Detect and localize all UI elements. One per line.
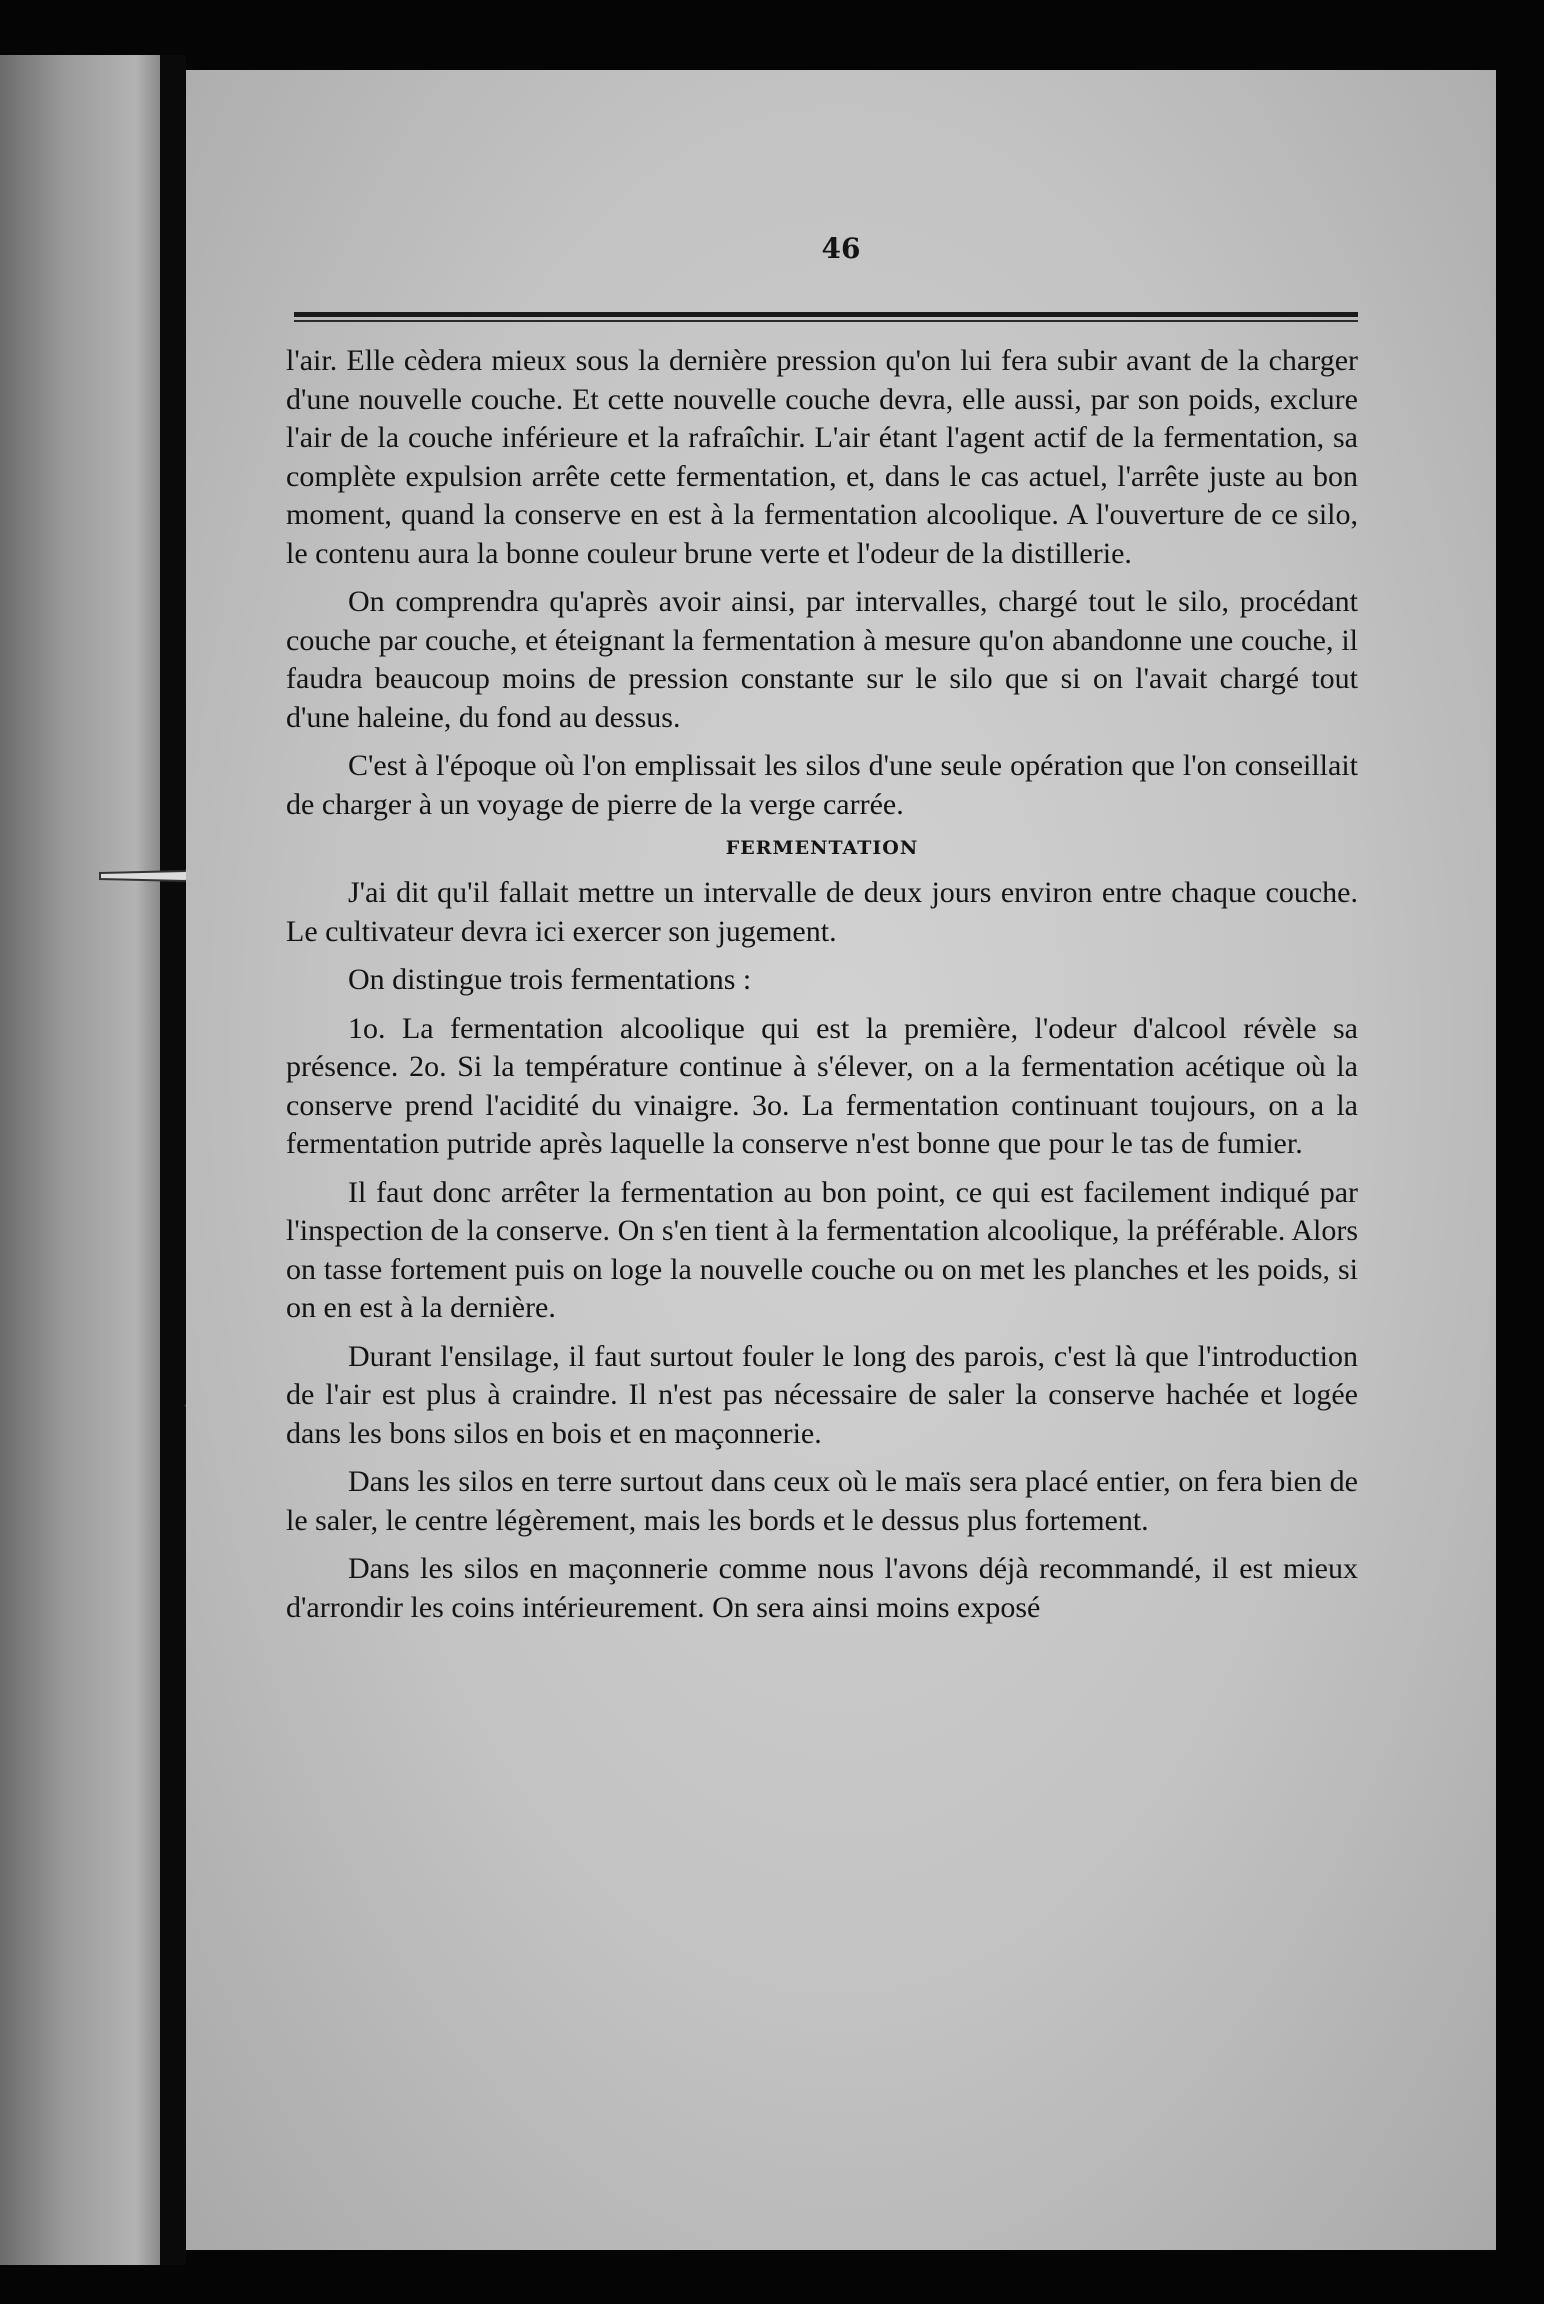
paragraph: J'ai dit qu'il fallait mettre un intervalle de deux jours environ entre chaque couche. Le cultivateur devra ici exercer son jugement. xyxy=(286,876,1358,948)
header-rule xyxy=(294,312,1358,317)
paragraph: Il faut donc arrêter la fermentation au bon point, ce qui est facilement indiqué par l'inspection de la conserve. On s'en tient à la fermentation alcoolique, la préférable. Alors on tasse fortement puis on loge la nouvelle couche ou on met les planches et les poids, si on en est à la dernière. xyxy=(286,1175,1358,1324)
paragraph: On comprendra qu'après avoir ainsi, par intervalles, chargé tout le silo, procédant couche par couche, et éteignant la fermentation à mesure qu'on abandonne une couche, il faudra beaucoup moins de pression constante sur le silo que si on l'avait chargé tout d'une haleine, du fond au dessus. xyxy=(286,585,1358,734)
binding-clip-icon xyxy=(95,855,155,895)
paragraph: C'est à l'époque où l'on emplissait les silos d'une seule opération que l'on conseillait de charger à un voyage de pierre de la verge carrée. xyxy=(286,749,1358,821)
paragraph: Durant l'ensilage, il faut surtout fouler le long des parois, c'est là que l'introduction de l'air est plus à craindre. Il n'est pas nécessaire de saler la conserve hachée et logée dans les bons silos en bois et en maçonnerie. xyxy=(286,1339,1358,1450)
paragraph: 1o. La fermentation alcoolique qui est la première, l'odeur d'alcool révèle sa présence. 2o. Si la température continue à s'élever, on a la fermentation acétique où la conserve prend l'acidité du vinaigre. 3o. La fermentation continuant toujours, on a la fermentation putride après laquelle la conserve n'est bonne que pour le tas de fumier. xyxy=(286,1011,1358,1160)
paragraph: l'air. Elle cèdera mieux sous la dernière pression qu'on lui fera subir avant de la charger d'une nouvelle couche. Et cette nouvelle couche devra, elle aussi, par son poids, exclure l'air de la couche inférieure et la rafraîchir. L'air étant l'agent actif de la fermentation, sa complète expulsion arrête cette fermentation, et, dans le cas actuel, l'arrête juste au bon moment, quand la conserve en est à la fermentation alcoolique. A l'ouverture de ce silo, le contenu aura la bonne couleur brune verte et l'odeur de la distillerie. xyxy=(286,344,1358,570)
header-rule-thin xyxy=(294,320,1358,322)
page-body xyxy=(286,342,1358,1637)
facing-page-edge xyxy=(0,55,160,2265)
paragraph: Dans les silos en terre surtout dans ceux où le maïs sera placé entier, on fera bien de le saler, le centre légèrement, mais les bords et le dessus plus fortement. xyxy=(286,1465,1358,1537)
page-number: 46 xyxy=(821,232,861,265)
paragraph: Dans les silos en maçonnerie comme nous l'avons déjà recommandé, il est mieux d'arrondir les coins intérieurement. On sera ainsi moins exposé xyxy=(286,1552,1358,1624)
book-page xyxy=(186,70,1496,2250)
paragraph: On distingue trois fermentations : xyxy=(348,963,752,996)
section-heading: FERMENTATION xyxy=(725,837,919,859)
